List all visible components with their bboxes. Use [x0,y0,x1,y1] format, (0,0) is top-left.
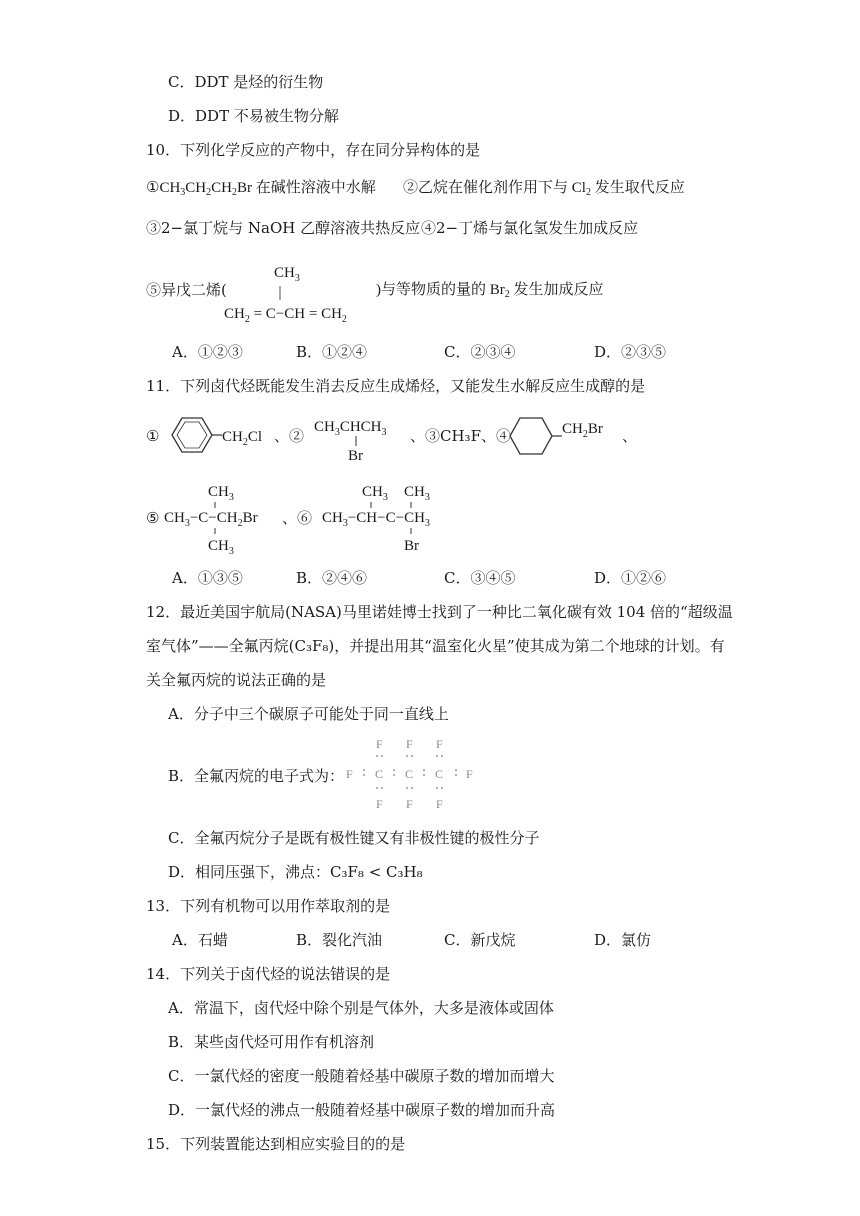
q11-marker-6: 、⑥ [282,509,313,527]
neopentyl-bromide-structure [162,478,298,556]
svg-text:C: C [405,767,414,781]
q12-option-a: A．分子中三个碳原子可能处于同一直线上 [168,705,449,723]
svg-text:F: F [406,797,413,811]
q10-option-c: C．②③④ [444,343,516,361]
q9-option-c: C．DDT 是烃的衍生物 [168,73,324,91]
q13-option-b: B．裂化汽油 [296,931,383,949]
q13-option-c: C．新戊烷 [444,931,516,949]
svg-text:F: F [436,797,443,811]
benzyl-chloride-structure [162,412,272,458]
svg-text:C: C [435,767,444,781]
svg-text:CH3: $CH_3$ [404,484,430,503]
q10-stem: 10．下列化学反应的产物中，存在同分异构体的是 [146,141,481,159]
svg-text:CH2Br: $CH_2Br$ [562,421,603,440]
q13-option-a: A．石蜡 [172,931,228,949]
q10-item-1: $①CH_3CH_2CH_2Br$ 在碱性溶液中水解 [146,180,376,198]
q11-marker-end: 、 [622,427,638,445]
q12-option-d: D．相同压强下，沸点：C₃F₈ < C₃H₈ [168,863,423,881]
q10-option-b: B．①②④ [296,343,368,361]
compound-6-structure [320,478,470,556]
q14-stem: 14．下列关于卤代烃的说法错误的是 [146,965,391,983]
electron-formula-image [342,736,482,812]
q11-option-b: B．②④⑥ [296,569,368,587]
svg-text:CH2Cl: $CH_2Cl$ [222,429,263,448]
svg-text:F: F [406,737,413,751]
q13-stem: 13．下列有机物可以用作萃取剂的是 [146,897,391,915]
q15-stem: 15．下列装置能达到相应实验目的的是 [146,1135,406,1153]
svg-text:C: C [375,767,384,781]
svg-text:CH2 = C−CH = CH2: $CH_2 = C-CH = CH_2$ [224,306,347,325]
svg-text:CH3: $CH_3$ [208,538,234,556]
q11-marker-5: ⑤ [146,509,160,527]
svg-text:F: F [346,767,353,781]
q10-option-d: D．②③⑤ [594,343,667,361]
q14-option-d: D．一氯代烃的沸点一般随着烃基中碳原子数的增加而升高 [168,1101,556,1119]
svg-text:Br: Br [404,538,419,554]
q10-item-4: ④2−丁烯与氯化氢发生加成反应 [421,219,639,237]
q11-stem: 11．下列卤代烃既能发生消去反应生成烯烃，又能发生水解反应生成醇的是 [146,377,646,395]
svg-text:Br: Br [348,448,363,464]
q10-item-3: ③2−氯丁烷与 NaOH 乙醇溶液共热反应 [146,219,421,237]
q12-stem-line-1: 12．最近美国宇航局(NASA)马里诺娃博士找到了一种比二氧化碳有效 104 倍的“超级温 [146,603,733,621]
q14-option-c: C．一氯代烃的密度一般随着烃基中碳原子数的增加而增大 [168,1067,555,1085]
q11-option-d: D．①②⑥ [594,569,667,587]
q10-item-5-suffix: )与等物质的量的 $Br_2$ 发生加成反应 [376,282,604,300]
svg-text:CH3CHCH3: $CH_3CHCH_3$ [314,419,387,438]
svg-text:CH3: $CH_3$ [274,265,300,284]
q9-option-d: D．DDT 不易被生物分解 [168,107,339,125]
q11-option-c: C．③④⑤ [444,569,516,587]
q14-option-b: B．某些卤代烃可用作有机溶剂 [168,1033,375,1051]
svg-text:CH3: $CH_3$ [362,484,388,503]
q12-option-c: C．全氟丙烷分子是既有极性键又有非极性键的极性分子 [168,829,540,847]
q12-option-b: B．全氟丙烷的电子式为： [168,767,345,785]
svg-text:CH3: $CH_3$ [208,484,234,503]
q12-stem-line-2: 室气体”——全氟丙烷(C₃F₈)，并提出用其“温室化火星”使其成为第二个地球的计划。有 [146,637,725,655]
svg-text:CH3−C−CH2Br: $CH_3-C-CH_2Br$ [164,510,258,529]
q10-item-2: ②乙烷在催化剂作用下与 $Cl_2$ 发生取代反应 [403,180,685,198]
svg-text:F: F [376,737,383,751]
q11-marker-3-4: 、③CH₃F、④ [410,427,511,445]
q11-marker-2: 、② [274,427,305,445]
2-bromopropane-structure [312,414,408,464]
svg-text:CH3−CH−C−CH3: $CH_3-CH-C-CH_3$ [322,510,430,529]
q10-item-5-prefix: ⑤异戊二烯( [146,281,227,299]
q11-marker-1: ① [146,427,160,445]
isoprene-structure [222,256,378,326]
q14-option-a: A．常温下，卤代烃中除个别是气体外，大多是液体或固体 [168,999,554,1017]
q13-option-d: D．氯仿 [594,931,652,949]
q11-option-a: A．①③⑤ [172,569,243,587]
cyclohexylmethyl-bromide-structure [506,412,618,460]
q10-option-a: A．①②③ [172,343,243,361]
svg-text:F: F [436,737,443,751]
svg-text:F: F [466,767,473,781]
q12-stem-line-3: 关全氟丙烷的说法正确的是 [146,671,327,689]
svg-text:F: F [376,797,383,811]
